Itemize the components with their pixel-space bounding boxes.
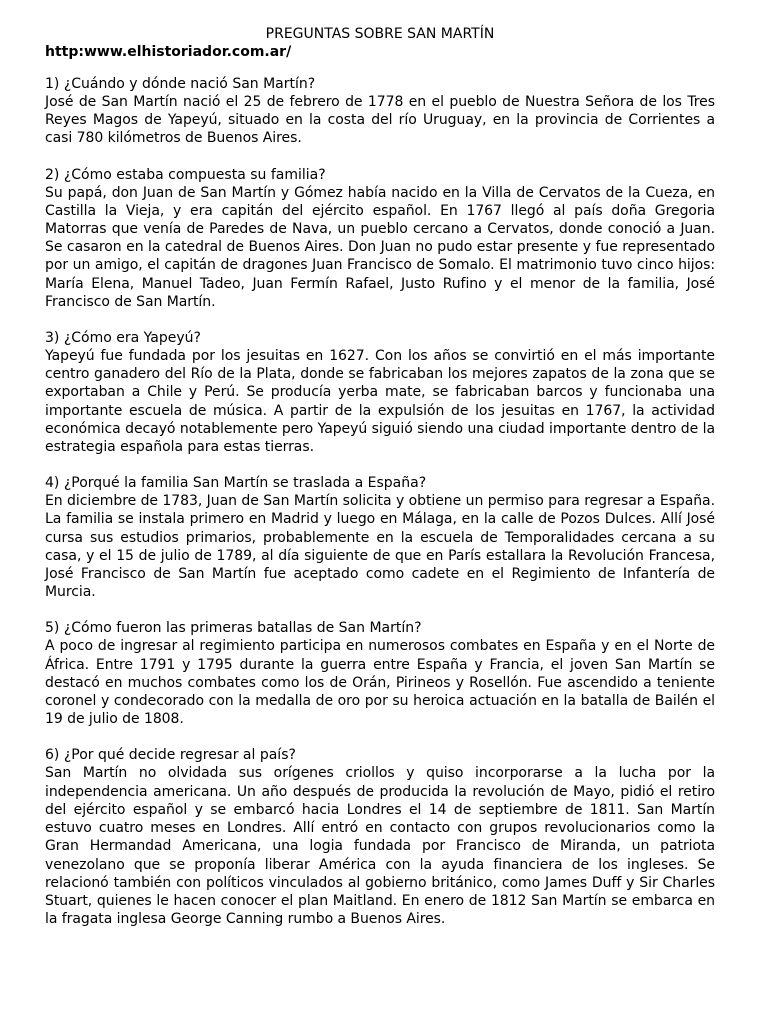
answer: San Martín no olvidada sus orígenes criollos y quiso incorporarse a la lucha por la independencia americana. Un año después de producida la revolución de Mayo, pidió el retiro del ejército español y se embarcó hacia Londres el 14 de septiembre de 1811. San Martín estuvo cuatro meses en Londres. Allí entró en contacto con grupos revolucionarios como la Gran Hermandad Americana, una logia fundada por Francisco de Miranda, un patriota venezolano que se proponía liberar América con la ayuda financiera de los ingleses. Se relacionó también con políticos vinculados al gobierno británico, como James Duff y Sir Charles Stuart, quienes le hacen conocer el plan Maitland. En enero de 1812 San Martín se embarca en la fragata inglesa George Canning rumbo a Buenos Aires. bbox=[45, 765, 715, 928]
answer: Yapeyú fue fundada por los jesuitas en 1627. Con los años se convirtió en el más importante centro ganadero del Río de la Plata, donde se fabricaban los mejores zapatos de la zona que se exportaban a Chile y Perú. Se producía yerba mate, se fabricaban barcos y funcionaba una importante escuela de música. A partir de la expulsión de los jesuitas en 1767, la actividad económica decayó notablemente pero Yapeyú siguió siendo una ciudad importante dentro de la estrategia española para estas tierras. bbox=[45, 348, 715, 456]
answer: A poco de ingresar al regimiento participa en numerosos combates en España y en el Norte de África. Entre 1791 y 1795 durante la guerra entre España y Francia, el joven San Martín se destacó en muchos combates como los de Orán, Pirineos y Rosellón. Fue ascendido a teniente coronel y condecorado con la medalla de oro por su heroica actuación en la batalla de Bailén el 19 de julio de 1808. bbox=[45, 638, 715, 728]
answer: Su papá, don Juan de San Martín y Gómez había nacido en la Villa de Cervatos de la Cueza, en Castilla la Vieja, y era capitán del ejército español. En 1767 llegó al país doña Gregoria Matorras que venía de Paredes de Nava, un pueblo cercano a Cervatos, donde conoció a Juan. Se casaron en la catedral de Buenos Aires. Don Juan no pudo estar presente y fue representado por un amigo, el capitán de dragones Juan Francisco de Somalo. El matrimonio tuvo cinco hijos: María Elena, Manuel Tadeo, Juan Fermín Rafael, Justo Rufino y el menor de la familia, José Francisco de San Martín. bbox=[45, 184, 715, 310]
answer: José de San Martín nació el 25 de febrero de 1778 en el pueblo de Nuestra Señora de los Tres Reyes Magos de Yapeyú, situado en la costa del río Uruguay, en la provincia de Corrientes a casi 780 kilómetros de Buenos Aires. bbox=[45, 94, 715, 147]
question: 4) ¿Porqué la familia San Martín se traslada a España? bbox=[45, 475, 427, 492]
question: 5) ¿Cómo fueron las primeras batallas de San Martín? bbox=[45, 620, 422, 637]
document-page bbox=[45, 25, 715, 946]
question: 1) ¿Cuándo y dónde nació San Martín? bbox=[45, 76, 316, 92]
answer: En diciembre de 1783, Juan de San Martín solicita y obtiene un permiso para regresar a España. La familia se instala primero en Madrid y luego en Málaga, en la calle de Pozos Dulces. Allí José cursa sus estudios primarios, probablemente en la escuela de Temporalidades cercana a su casa, y el 15 de julio de 1789, al día siguiente de que en París estallara la Revolución Francesa, José Francisco de San Martín fue aceptado como cadete en el Regimiento de Infantería de Murcia. bbox=[45, 493, 715, 601]
qa-item-5 bbox=[45, 619, 715, 728]
qa-item-6 bbox=[45, 746, 715, 928]
qa-item-3 bbox=[45, 329, 715, 456]
question: 3) ¿Cómo era Yapeyú? bbox=[45, 330, 201, 347]
qa-item-2 bbox=[45, 166, 715, 311]
qa-item-4 bbox=[45, 474, 715, 601]
qa-item-1 bbox=[45, 75, 715, 148]
source-url: http:www.elhistoriador.com.ar/ bbox=[45, 44, 292, 60]
document-title: PREGUNTAS SOBRE SAN MARTÍN bbox=[265, 26, 495, 42]
question: 2) ¿Cómo estaba compuesta su familia? bbox=[45, 166, 326, 183]
question: 6) ¿Por qué decide regresar al país? bbox=[45, 747, 296, 764]
